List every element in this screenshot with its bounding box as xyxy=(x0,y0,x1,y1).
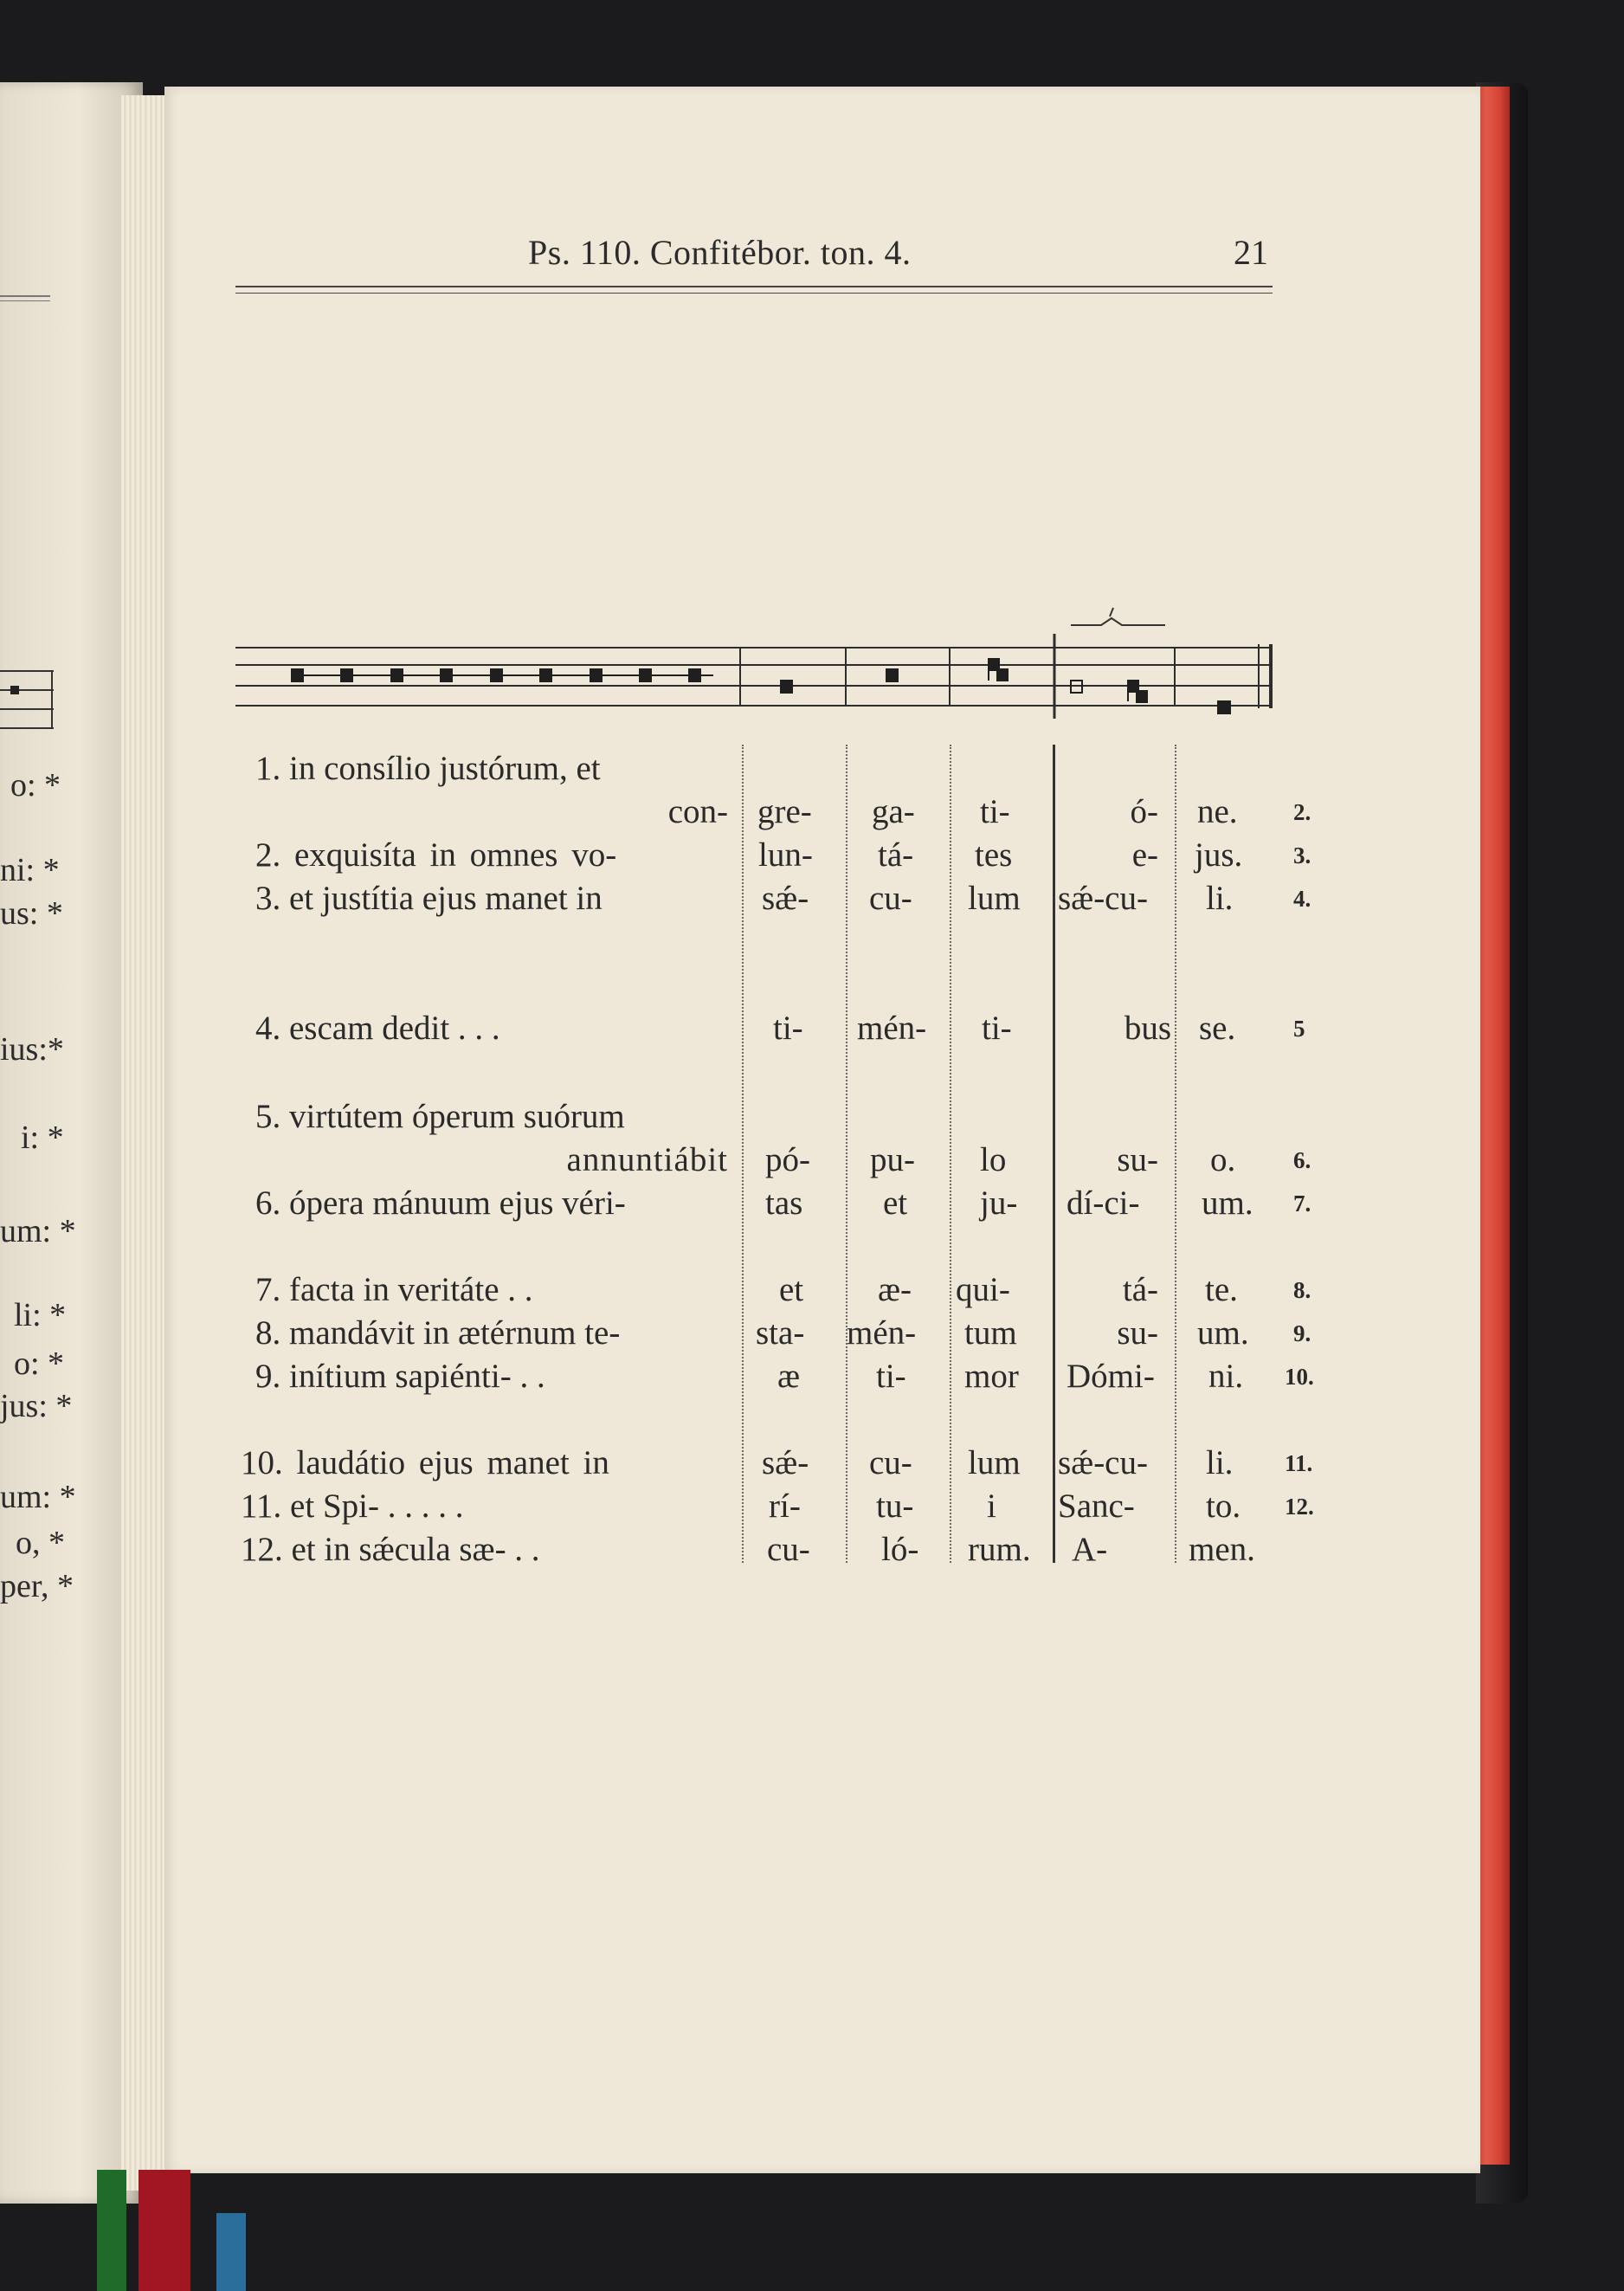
syllable-2: mén- xyxy=(857,1010,927,1047)
next-verse-number: 11. xyxy=(1285,1450,1313,1476)
verse-text: 5. virtútem óperum suórum xyxy=(255,1098,625,1135)
syllable-2: et xyxy=(883,1184,908,1222)
left-fragment: o, * xyxy=(16,1525,65,1561)
syllable-1: æ xyxy=(777,1358,801,1395)
syllable-1: pó- xyxy=(765,1141,810,1178)
column-divider xyxy=(742,745,744,1563)
syllable-2: tu- xyxy=(876,1488,914,1525)
syllable-2: cu- xyxy=(869,1444,912,1481)
ending-syllable: um. xyxy=(1197,1314,1249,1352)
syllable-1: sǽ- xyxy=(762,1444,809,1481)
left-fragment: ni: * xyxy=(0,852,60,888)
verse-text: 11. et Spi- . . . . . xyxy=(241,1488,464,1525)
syllable-4: sǽ-cu- xyxy=(1058,880,1148,917)
syllable-4: Sanc- xyxy=(1058,1488,1135,1525)
music-staff xyxy=(235,606,1274,736)
syllable-3: qui- xyxy=(956,1271,1010,1308)
syllable-3: lum xyxy=(968,1444,1021,1481)
left-fragment: ius:* xyxy=(0,1031,64,1068)
ending-syllable: ne. xyxy=(1197,793,1238,830)
ending-syllable: ni. xyxy=(1208,1358,1244,1395)
left-fragment: um: * xyxy=(0,1213,76,1249)
syllable-2: ti- xyxy=(876,1358,906,1395)
left-fragment: um: * xyxy=(0,1479,76,1515)
verse-text: 10. laudátio ejus manet in xyxy=(241,1444,609,1481)
syllable-1: sǽ- xyxy=(762,880,809,917)
syllable-1: cu- xyxy=(767,1531,810,1568)
syllable-4: bus xyxy=(1124,1010,1171,1047)
syllable-4: Dómi- xyxy=(1067,1358,1155,1395)
ending-syllable: to. xyxy=(1206,1488,1241,1525)
next-verse-number: 2. xyxy=(1293,799,1311,825)
syllable-3: ju- xyxy=(980,1184,1018,1222)
next-verse-number: 9. xyxy=(1293,1320,1311,1346)
syllable-4: su- xyxy=(1117,1314,1158,1352)
ending-syllable: te. xyxy=(1205,1271,1238,1308)
verse-text: 9. inítium sapiénti- . . xyxy=(255,1358,545,1395)
column-divider xyxy=(1175,745,1176,1563)
syllable-4: sǽ-cu- xyxy=(1058,1444,1148,1481)
next-verse-number: 12. xyxy=(1285,1494,1314,1520)
syllable-2: tá- xyxy=(878,836,914,874)
syllable-3: i xyxy=(987,1488,996,1525)
verse-text: 4. escam dedit . . . xyxy=(255,1010,500,1047)
verse-text: 3. et justítia ejus manet in xyxy=(255,880,603,917)
next-verse-number: 6. xyxy=(1293,1147,1311,1173)
syllable-3: tum xyxy=(964,1314,1017,1352)
verse-text: 7. facta in veritáte . . xyxy=(255,1271,533,1308)
blue-ribbon xyxy=(216,2213,246,2291)
syllable-3: lum xyxy=(968,880,1021,917)
ending-syllable: o. xyxy=(1210,1141,1236,1178)
next-verse-number: 5 xyxy=(1293,1016,1305,1042)
verse-text: 8. mandávit in ætérnum te- xyxy=(255,1314,621,1352)
left-page-staff xyxy=(0,662,54,749)
syllable-4: e- xyxy=(1131,836,1158,874)
syllable-1: ti- xyxy=(773,1010,803,1047)
ending-syllable: li. xyxy=(1206,880,1234,917)
verse-text: 2. exquisíta in omnes vo- xyxy=(255,836,617,874)
ending-syllable: um. xyxy=(1202,1184,1253,1222)
ending-syllable: li. xyxy=(1206,1444,1234,1481)
syllable-2: pu- xyxy=(870,1141,915,1178)
syllable-3: mor xyxy=(964,1358,1019,1395)
column-divider xyxy=(950,745,951,1563)
green-ribbon xyxy=(97,2170,126,2291)
syllable-3: ti- xyxy=(982,1010,1012,1047)
syllable-4: dí-ci- xyxy=(1067,1184,1140,1222)
header-rule xyxy=(235,286,1273,294)
bookmark-ribbons xyxy=(87,2165,346,2291)
syllable-1: lun- xyxy=(758,836,813,874)
verse-text: con- xyxy=(667,793,728,830)
verse-text: 6. ópera mánuum ejus véri- xyxy=(255,1184,626,1222)
next-verse-number: 4. xyxy=(1293,886,1311,912)
red-ribbon xyxy=(139,2170,190,2291)
syllable-2: ga- xyxy=(872,793,915,830)
syllable-2: æ- xyxy=(878,1271,912,1308)
left-fragment: li: * xyxy=(14,1297,67,1333)
page-number: 21 xyxy=(1234,233,1268,272)
syllable-3: rum. xyxy=(968,1531,1031,1568)
syllable-1: sta- xyxy=(756,1314,805,1352)
verse-text: 1. in consílio justórum, et xyxy=(255,750,601,787)
syllable-3: lo xyxy=(980,1141,1007,1178)
page-title: Ps. 110. Confitébor. ton. 4. xyxy=(528,233,912,272)
next-verse-number: 7. xyxy=(1293,1191,1311,1216)
syllable-1: et xyxy=(779,1271,804,1308)
column-divider xyxy=(846,745,847,1563)
syllable-3: tes xyxy=(975,836,1013,874)
left-fragment: per, * xyxy=(0,1568,74,1604)
mediant-bar xyxy=(1053,745,1055,1563)
syllable-4: su- xyxy=(1117,1141,1158,1178)
syllable-1: gre- xyxy=(757,793,812,830)
left-fragment: jus: * xyxy=(0,1388,73,1424)
syllable-4: ó- xyxy=(1130,793,1158,830)
next-verse-number: 8. xyxy=(1293,1277,1311,1303)
syllable-2: mén- xyxy=(847,1314,917,1352)
left-fragment: i: * xyxy=(21,1120,64,1156)
syllable-4: tá- xyxy=(1122,1271,1158,1308)
syllable-1: rí- xyxy=(769,1488,801,1525)
verse-text: annuntiábit xyxy=(566,1141,728,1178)
syllable-3: ti- xyxy=(980,793,1010,830)
syllable-1: tas xyxy=(765,1184,803,1222)
verse-text: 12. et in sǽcula sæ- . . xyxy=(241,1531,540,1568)
next-verse-number: 3. xyxy=(1293,842,1311,868)
ending-syllable: jus. xyxy=(1195,836,1243,874)
ending-syllable: men. xyxy=(1189,1531,1255,1568)
next-verse-number: 10. xyxy=(1285,1364,1314,1390)
left-page-rule xyxy=(0,295,50,301)
syllable-4: A- xyxy=(1072,1531,1108,1568)
ending-syllable: se. xyxy=(1199,1010,1236,1047)
left-fragment: us: * xyxy=(0,895,63,932)
syllable-2: cu- xyxy=(869,880,912,917)
syllable-2: ló- xyxy=(881,1531,919,1568)
left-fragment: o: * xyxy=(10,767,61,803)
left-fragment: o: * xyxy=(14,1346,65,1382)
